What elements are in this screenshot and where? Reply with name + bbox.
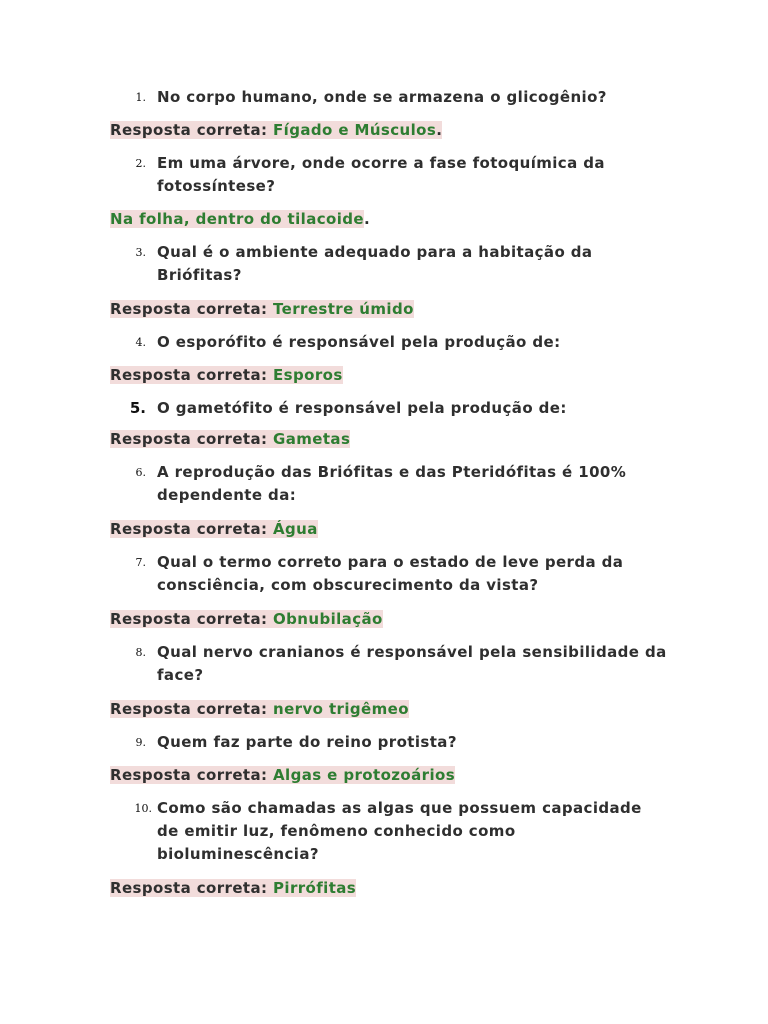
question-number: 1. [135, 91, 146, 104]
answer-label: Resposta correta: [110, 520, 274, 538]
answer-label: Resposta correta: [110, 879, 274, 897]
answer-label: Resposta correta: [110, 430, 274, 448]
answer-line [110, 876, 356, 900]
question-number: 2. [135, 157, 146, 170]
answer-highlight [110, 766, 455, 784]
question-number: 6. [135, 466, 146, 479]
question-number: 9. [135, 736, 146, 749]
question-number: 3. [135, 246, 146, 259]
answer-line [110, 697, 409, 721]
answer-tail: . [436, 121, 443, 139]
answer-highlight [110, 520, 318, 538]
answer-value: Na folha, dentro do tilacoide [110, 210, 364, 228]
answer-value: Terrestre úmido [273, 300, 414, 318]
answer-line [110, 763, 455, 787]
answer-highlight [110, 366, 343, 384]
answer-line [110, 297, 414, 321]
question-text: Quem faz parte do reino protista? [157, 733, 457, 751]
answer-label: Resposta correta: [110, 610, 274, 628]
question-text: O gametófito é responsável pela produção de: [157, 399, 567, 417]
question-text: Qual é o ambiente adequado para a habitação da Briófitas? [157, 243, 593, 284]
question-text: Qual o termo correto para o estado de leve perda da consciência, com obscurecimento da vista? [157, 553, 624, 594]
question-text: Como são chamadas as algas que possuem capacidade de emitir luz, fenômeno conhecido como bioluminescência? [157, 799, 642, 863]
answer-line [110, 207, 370, 231]
answer-label: Resposta correta: [110, 766, 274, 784]
answer-line [110, 363, 343, 387]
answer-line [110, 427, 350, 451]
answer-label: Resposta correta: [110, 700, 274, 718]
answer-highlight [110, 121, 442, 139]
question-number: 5. [129, 399, 146, 417]
question-text: A reprodução das Briófitas e das Pteridófitas é 100% dependente da: [157, 463, 627, 504]
question-text: Qual nervo cranianos é responsável pela sensibilidade da face? [157, 643, 667, 684]
question-number: 10. [134, 802, 152, 815]
question-number: 7. [135, 556, 146, 569]
answer-value: Pirrófitas [273, 879, 357, 897]
answer-highlight [110, 300, 414, 318]
answer-highlight [110, 610, 383, 628]
answer-value: Esporos [273, 366, 343, 384]
answer-value: Algas e protozoários [273, 766, 456, 784]
answer-value: Água [273, 520, 318, 538]
answer-label: Resposta correta: [110, 300, 274, 318]
answer-highlight [110, 210, 364, 228]
answer-tail: . [363, 210, 371, 228]
answer-line [110, 607, 383, 631]
answer-label: Resposta correta: [110, 366, 274, 384]
answer-highlight [110, 879, 356, 897]
question-number: 8. [135, 646, 146, 659]
answer-highlight [110, 700, 409, 718]
answer-value: Obnubilação [273, 610, 383, 628]
answer-highlight [110, 430, 350, 448]
answer-value: Fígado e Músculos [273, 121, 437, 139]
answer-line [110, 118, 442, 142]
answer-label: Resposta correta: [110, 121, 274, 139]
answer-line [110, 517, 318, 541]
question-number: 4. [135, 336, 146, 349]
question-text: O esporófito é responsável pela produção de: [157, 333, 561, 351]
answer-value: nervo trigêmeo [273, 700, 409, 718]
answer-value: Gametas [273, 430, 351, 448]
question-text: Em uma árvore, onde ocorre a fase fotoquímica da fotossíntese? [157, 154, 605, 195]
question-text: No corpo humano, onde se armazena o glicogênio? [157, 88, 607, 106]
